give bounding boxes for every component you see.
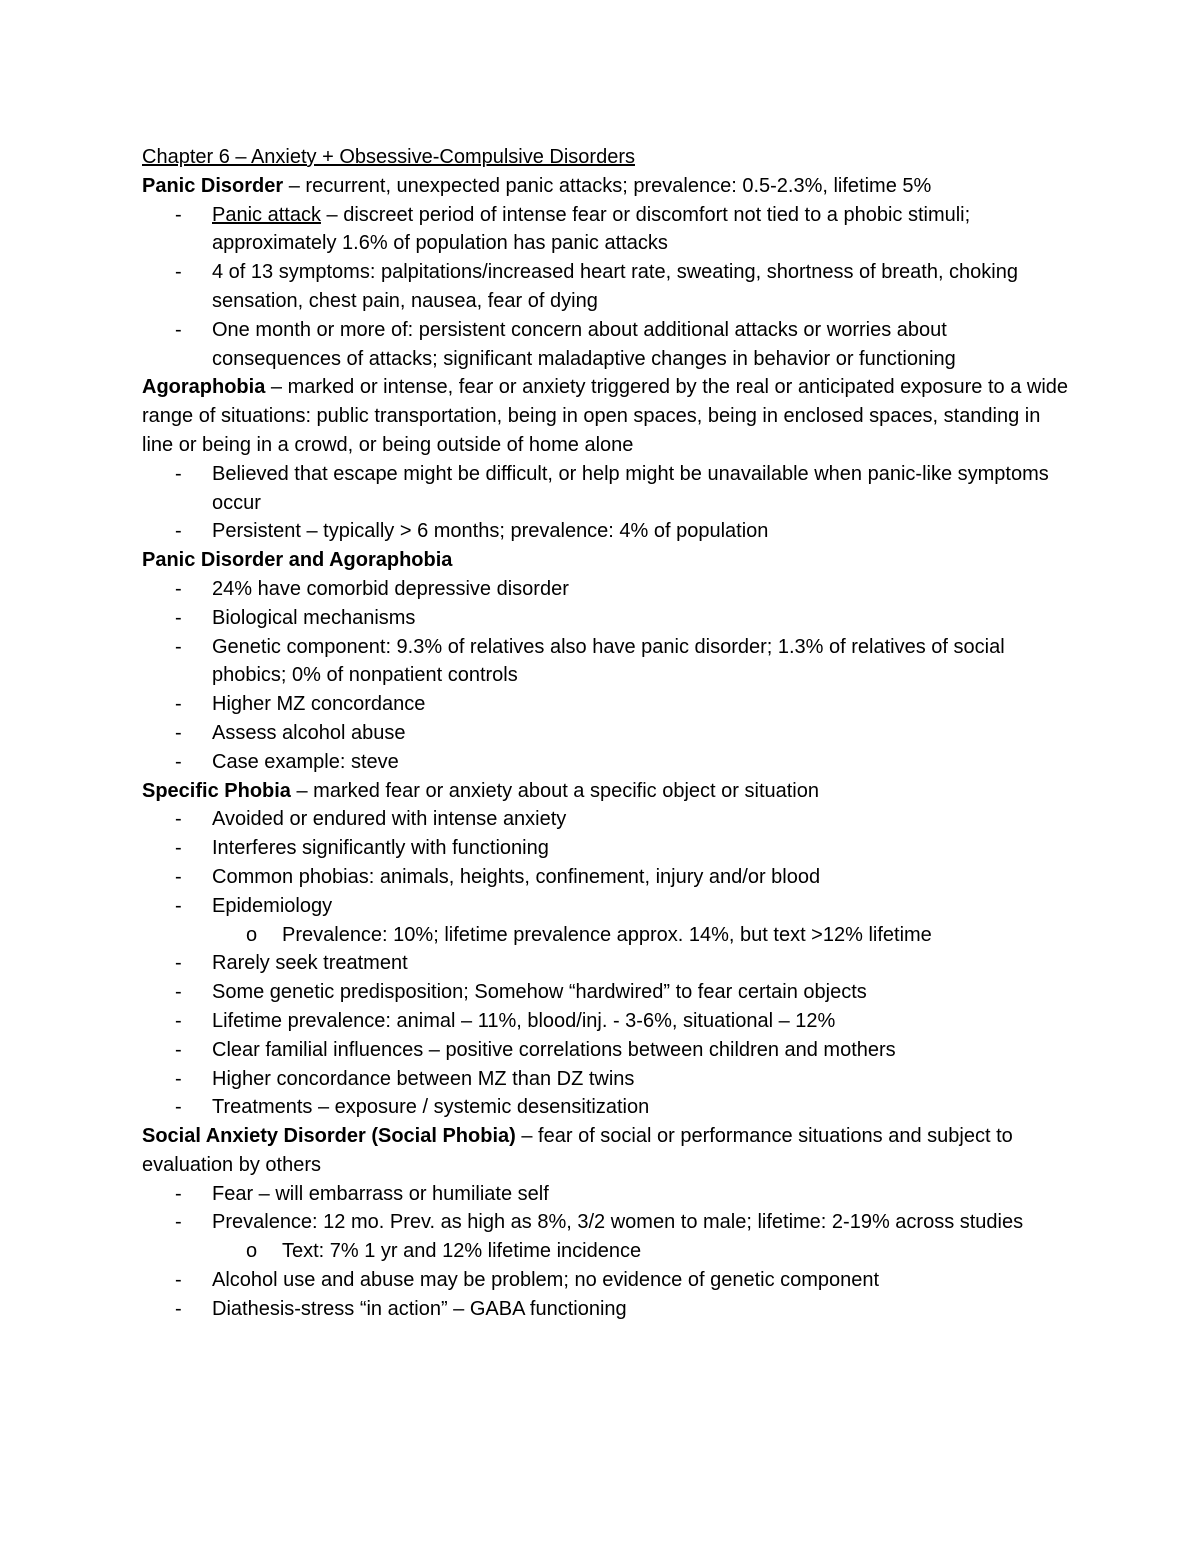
sub-list-item-text: Text: 7% 1 yr and 12% lifetime incidence [282,1240,642,1263]
list-item-text: Believed that escape might be difficult, or help might be unavailable when panic-like symptoms occur [212,462,1049,514]
dash-bullet: - [175,606,182,629]
list-item [142,517,1072,546]
list-item-text: Genetic component: 9.3% of relatives also have panic disorder; 1.3% of relatives of social phobics; 0% of nonpatient controls [212,635,1005,687]
list-item-text: 24% have comorbid depressive disorder [212,577,569,600]
social-anxiety-definition: – fear of social or performance situations and subject to evaluation by others [142,1125,1013,1176]
dash-bullet: - [175,1269,182,1292]
sub-list-item [142,921,1072,950]
list-item [142,604,1072,633]
dash-bullet: - [175,1038,182,1061]
panic-attack-term: Panic attack [212,203,321,226]
list-item-text: Alcohol use and abuse may be problem; no evidence of genetic component [212,1269,880,1292]
dash-bullet: - [175,577,182,600]
dash-bullet: - [175,837,182,860]
document-page [142,143,1072,1324]
list-item [142,892,1072,921]
list-item [142,748,1072,777]
list-item [142,1065,1072,1094]
list-item-text: Case example: steve [212,750,399,773]
list-item-text: Avoided or endured with intense anxiety [212,808,567,831]
dash-bullet: - [175,520,182,543]
list-item [142,1093,1072,1122]
list-item [142,460,1072,518]
list-item [142,805,1072,834]
list-item-text: Common phobias: animals, heights, confinement, injury and/or blood [212,865,821,888]
dash-bullet: - [175,693,182,716]
panic-disorder-term: Panic Disorder [142,174,284,197]
agoraphobia-heading [142,373,1072,459]
dash-bullet: - [175,203,182,226]
dash-bullet: - [175,1009,182,1032]
list-item-text: Persistent – typically > 6 months; prevalence: 4% of population [212,520,769,543]
circle-bullet: o [246,923,258,946]
list-item [142,201,1072,259]
agoraphobia-definition: – marked or intense, fear or anxiety triggered by the real or anticipated exposure to a wide range of situations: public transportation, being in open spaces, being in enclosed spaces, standing in line or being in a crowd, or being outside of home alone [142,376,1069,456]
panic-attack-definition: – discreet period of intense fear or discomfort not tied to a phobic stimuli; approximately 1.6% of population has panic attacks [212,203,971,255]
list-item-text: Some genetic predisposition; Somehow “hardwired” to fear certain objects [212,981,867,1004]
specific-phobia-heading [142,777,1072,806]
dash-bullet: - [175,721,182,744]
list-item-text: Higher MZ concordance [212,693,426,716]
sub-list-item-text: Prevalence: 10%; lifetime prevalence approx. 14%, but text >12% lifetime [282,923,932,946]
list-item [142,1007,1072,1036]
list-item-text: 4 of 13 symptoms: palpitations/increased heart rate, sweating, shortness of breath, choking sensation, chest pain, nausea, fear of dying [212,261,1018,312]
dash-bullet: - [175,1182,182,1205]
panic-disorder-heading [142,172,1072,201]
list-item-text: Clear familial influences – positive correlations between children and mothers [212,1038,896,1061]
specific-phobia-definition: – marked fear or anxiety about a specific object or situation [290,779,819,802]
list-item-text: Assess alcohol abuse [212,721,406,744]
specific-phobia-term: Specific Phobia [142,779,291,802]
circle-bullet: o [246,1240,258,1263]
list-item [142,978,1072,1007]
social-anxiety-term: Social Anxiety Disorder (Social Phobia) [142,1125,516,1148]
list-item [142,834,1072,863]
list-item-text: Biological mechanisms [212,606,416,629]
list-item [142,316,1072,374]
dash-bullet: - [175,261,182,284]
list-item-text: Higher concordance between MZ than DZ twins [212,1067,635,1090]
dash-bullet: - [175,865,182,888]
dash-bullet: - [175,1211,182,1234]
list-item [142,575,1072,604]
dash-bullet: - [175,462,182,485]
dash-bullet: - [175,952,182,975]
list-item [142,949,1072,978]
list-item [142,863,1072,892]
list-item-text: Epidemiology [212,894,333,917]
list-item [142,690,1072,719]
list-item-text: Rarely seek treatment [212,952,408,975]
list-item-text: Prevalence: 12 mo. Prev. as high as 8%, 3/2 women to male; lifetime: 2-19% across studies [212,1211,1024,1234]
dash-bullet: - [175,808,182,831]
list-item [142,1208,1072,1237]
dash-bullet: - [175,750,182,773]
panic-disorder-definition: – recurrent, unexpected panic attacks; prevalence: 0.5-2.3%, lifetime 5% [283,174,932,197]
agoraphobia-term: Agoraphobia [142,376,266,399]
pda-heading: Panic Disorder and Agoraphobia [142,549,453,572]
dash-bullet: - [175,1096,182,1119]
social-anxiety-heading [142,1122,1072,1180]
list-item [142,1266,1072,1295]
dash-bullet: - [175,894,182,917]
list-item [142,1180,1072,1209]
list-item-text: Fear – will embarrass or humiliate self [212,1182,549,1205]
list-item-text: Interferes significantly with functioning [212,837,549,860]
list-item [142,258,1072,316]
page-title: Chapter 6 – Anxiety + Obsessive-Compulsive Disorders [142,146,635,168]
dash-bullet: - [175,981,182,1004]
sub-list-item [142,1237,1072,1266]
list-item [142,719,1072,748]
dash-bullet: - [175,635,182,658]
list-item-text: Treatments – exposure / systemic desensitization [212,1096,650,1119]
list-item [142,1036,1072,1065]
list-item-text: One month or more of: persistent concern about additional attacks or worries about consequences of attacks; significant maladaptive changes in behavior or functioning [212,318,956,370]
list-item [142,1295,1072,1324]
dash-bullet: - [175,318,182,341]
dash-bullet: - [175,1297,182,1320]
list-item-text: Lifetime prevalence: animal – 11%, blood/inj. - 3-6%, situational – 12% [212,1009,836,1032]
dash-bullet: - [175,1067,182,1090]
list-item [142,633,1072,691]
list-item-text: Diathesis-stress “in action” – GABA functioning [212,1297,627,1320]
